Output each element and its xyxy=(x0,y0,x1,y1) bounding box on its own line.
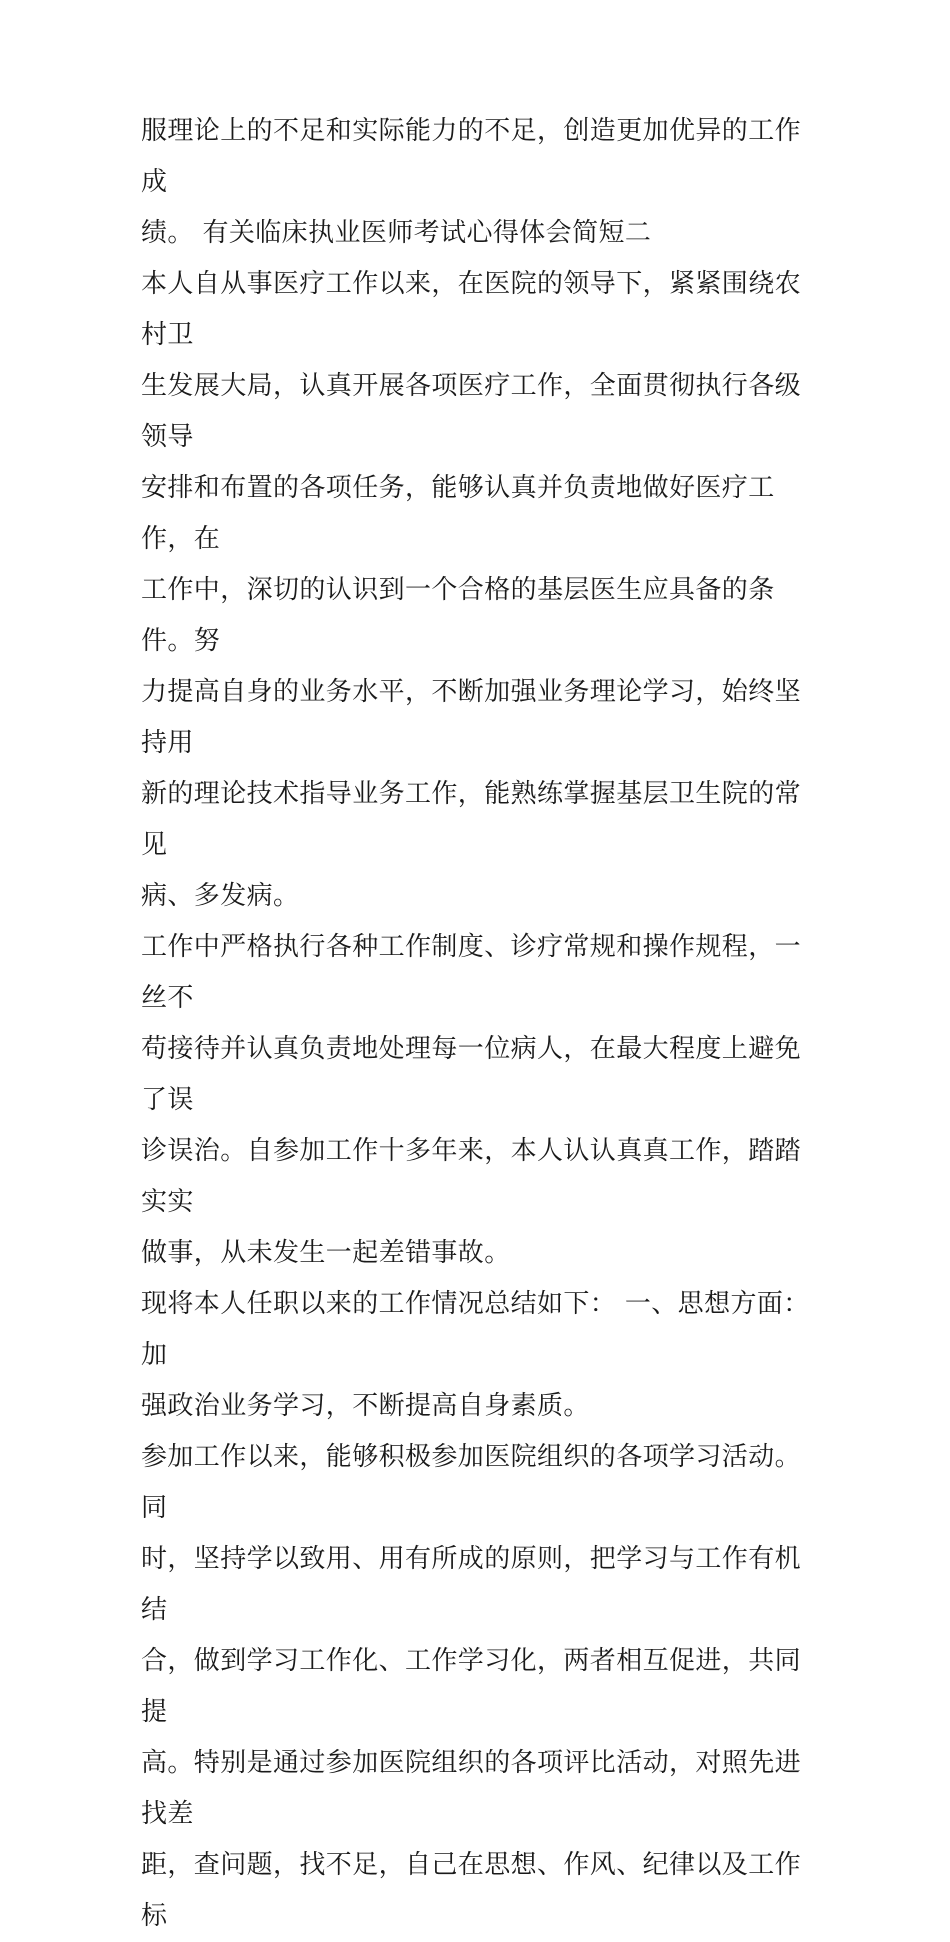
paragraph-2: 本人自从事医疗工作以来，在医院的领导下，紧紧围绕农村卫 生发展大局，认真开展各项医疗工作，全面贯彻执行各级领导 安排和布置的各项任务，能够认真并负责地做好医疗工作，在 工作中，深切的认识到一个合格的基层医生应具备的条件。努 力提高自身的业务水平，不断加强业务理论学习，始终坚持用 新的理论技术指导业务工作，能熟练掌握基层卫生院的常见 病、多发病。 xyxy=(141,269,802,911)
document-body xyxy=(141,106,821,1942)
paragraph-1: 服理论上的不足和实际能力的不足，创造更加优异的工作成 绩。 有关临床执业医师考试心得体会简短二 xyxy=(141,116,802,248)
paragraph-3: 工作中严格执行各种工作制度、诊疗常规和操作规程，一丝不 苟接待并认真负责地处理每一位病人，在最大程度上避免了误 诊误治。自参加工作十多年来，本人认认真真工作，踏踏实实 做事，从未发生一起差错事故。 xyxy=(141,932,802,1268)
paragraph-4: 现将本人任职以来的工作情况总结如下： 一、思想方面：加 强政治业务学习，不断提高自身素质。 xyxy=(141,1289,810,1421)
paragraph-5: 参加工作以来，能够积极参加医院组织的各项学习活动。同 时，坚持学以致用、用有所成的原则，把学习与工作有机结 合，做到学习工作化、工作学习化，两者相互促进，共同提 高。特别是通过参加医院组织的各项评比活动，对照先进找差 距，查问题，找不足，自己在思想、作风、纪律以及工作标 xyxy=(141,1442,802,1931)
